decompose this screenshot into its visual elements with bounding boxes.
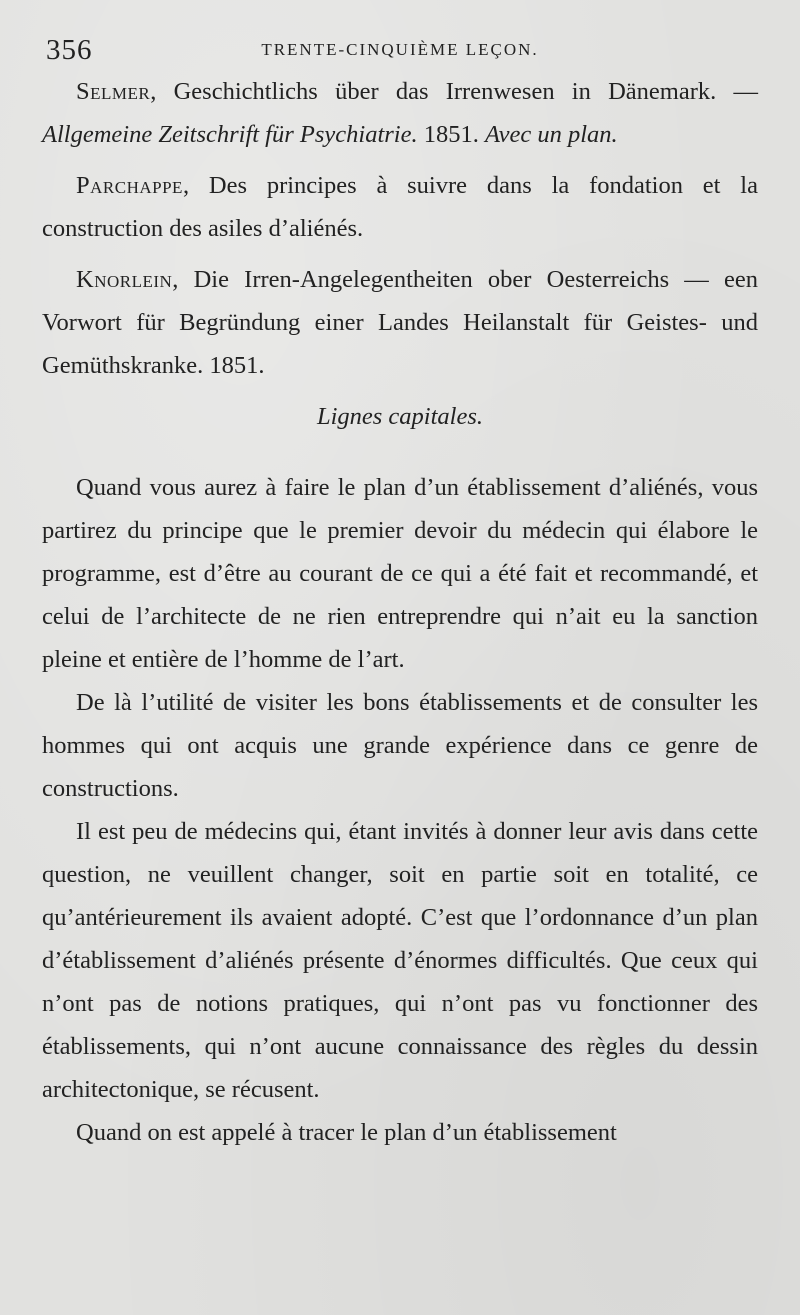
body-paragraph: Quand on est appelé à tracer le plan d’un établissement — [76, 1119, 617, 1146]
reference-text: , Geschichtlichs über das Irrenwesen in Dänemark. — — [150, 78, 758, 105]
reference-journal: Allgemeine Zeitschrift für Psychiatrie. — [42, 121, 418, 148]
reference-author: Selmer — [76, 78, 151, 105]
reference-text: , Des principes à suivre dans la fondation et la construction des asiles d’aliénés. — [42, 172, 758, 242]
reference-year: 1851. — [417, 121, 485, 148]
body-paragraph: Quand vous aurez à faire le plan d’un établissement d’aliénés, vous partirez du principe que le premier devoir du médecin qui élabore le programme, est d’être au courant de ce qui a été fait et recommandé, et celui de l’architecte de ne rien entreprendre qui n’ait eu la sanction pleine et entière de l’homme de l’art. — [42, 474, 758, 673]
running-title: TRENTE-CINQUIÈME LEÇON. — [261, 40, 539, 59]
reference-knorlein — [42, 258, 758, 387]
section-subheading: Lignes capitales. — [316, 403, 484, 430]
running-head — [42, 30, 758, 70]
reference-author: Knorlein — [76, 266, 173, 293]
reference-parchappe — [42, 164, 758, 250]
page-number: 356 — [46, 34, 93, 66]
body-paragraph: De là l’utilité de visiter les bons établissements et de consulter les hommes qui ont acquis une grande expérience dans ce genre de constructions. — [42, 689, 758, 802]
reference-selmer — [42, 70, 758, 156]
reference-text: , Die Irren-Angelegentheiten ober Oesterreichs — een Vorwort für Begründung einer Landes Heilanstalt für Geistes- und Gemüthskranke. 1851. — [42, 266, 758, 379]
reference-author: Parchappe — [76, 172, 183, 199]
reference-note: Avec un plan. — [484, 121, 618, 148]
body-paragraph: Il est peu de médecins qui, étant invités à donner leur avis dans cette question, ne veuillent changer, soit en partie soit en totalité, ce qu’antérieurement ils avaient adopté. C’est que l’ordonnance d’un plan d’établissement d’aliénés présente d’énormes difficultés. Que ceux qui n’ont pas de notions pratiques, qui n’ont pas vu fonctionner des établissements, qui n’ont aucune connaissance des règles du dessin architectonique, se récusent. — [42, 818, 758, 1103]
